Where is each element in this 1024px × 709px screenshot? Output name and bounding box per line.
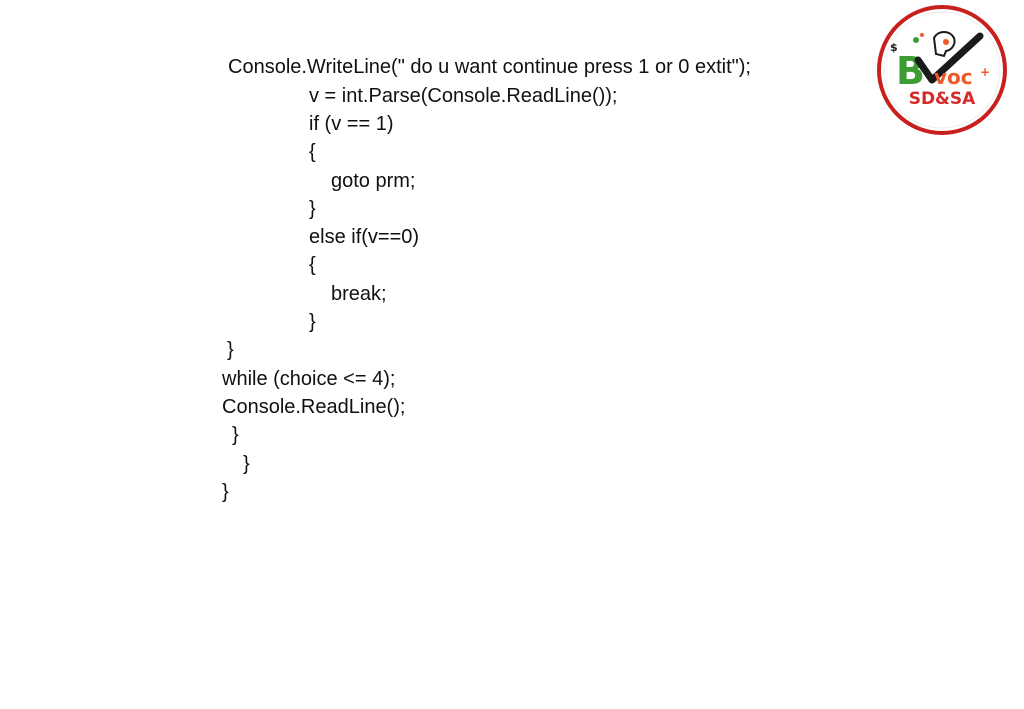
code-line-close-brace-class: } [243,453,250,475]
code-line-close-brace-method: } [232,424,239,446]
code-line-goto: goto prm; [331,170,416,192]
code-line-close-brace-if: } [309,198,316,220]
code-line-break: break; [331,283,387,305]
logo-letter-b: B [896,49,925,93]
code-line-open-brace-else: { [309,254,316,276]
code-line-close-brace-else: } [309,311,316,333]
svg-text:+: + [980,65,991,79]
code-line-parse: v = int.Parse(Console.ReadLine()); [309,85,618,107]
code-line-readline: Console.ReadLine(); [222,396,406,418]
code-line-while: while (choice <= 4); [222,368,396,390]
logo-letters-voc: voc [934,65,973,89]
bvoc-logo [876,4,1008,136]
code-line-close-brace-namespace: } [222,481,229,503]
code-line-if: if (v == 1) [309,113,394,135]
code-line-else-if: else if(v==0) [309,226,420,248]
logo-subtitle: SD&SA [908,89,976,109]
code-line-close-brace-do: } [227,339,234,361]
svg-text:$: $ [890,41,898,54]
code-line-open-brace-if: { [309,141,316,163]
code-line-writeline: Console.WriteLine(" do u want continue press 1 or 0 extit"); [228,56,751,78]
